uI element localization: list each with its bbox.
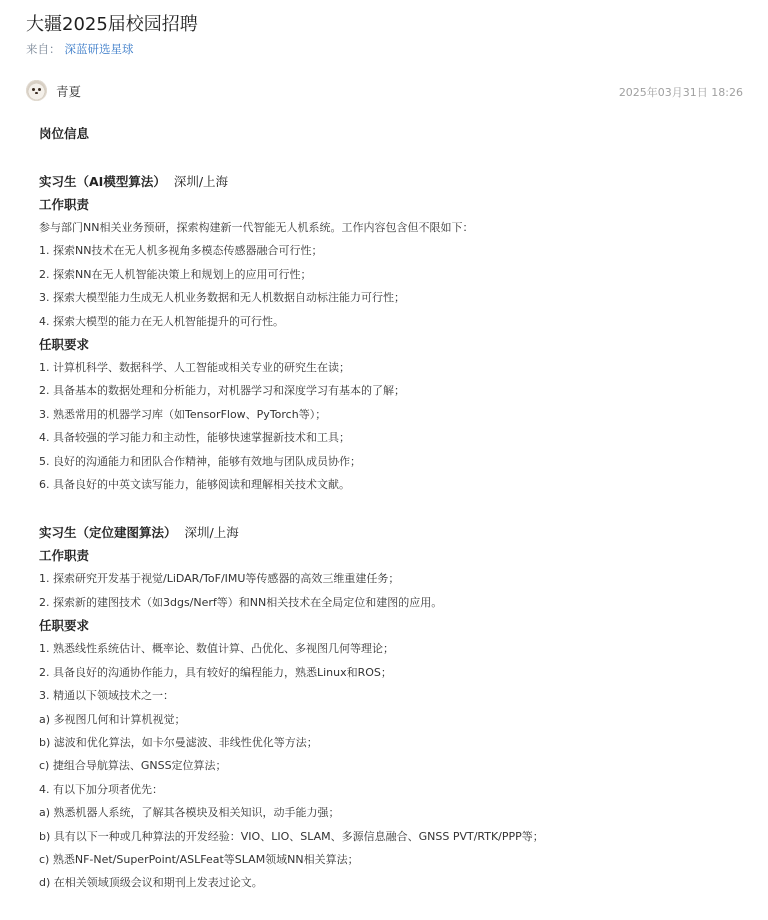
list-item: c) 熟悉NF-Net/SuperPoint/ASLFeat等SLAM领域NN相关算法；: [39, 852, 359, 866]
post-source: [26, 41, 134, 57]
duties-list: [39, 567, 739, 614]
avatar-eye-left: [32, 88, 35, 91]
list-item: 4. 探索大模型的能力在无人机智能提升的可行性。: [39, 314, 284, 328]
duties-heading: 工作职责: [39, 548, 90, 564]
list-item: 2. 探索NN在无人机智能决策上和规划上的应用可行性；: [39, 267, 312, 281]
job-name: 实习生（AI模型算法）: [39, 174, 166, 189]
job-localization-mapping: [39, 521, 739, 894]
requirements-heading: 任职要求: [39, 618, 90, 634]
list-item: a) 多视图几何和计算机视觉；: [39, 712, 186, 726]
list-item: 3. 精通以下领域技术之一：: [39, 689, 174, 703]
source-label: 来自：: [26, 42, 61, 56]
list-item: 参与部门NN相关业务预研，探索构建新一代智能无人机系统。工作内容包含但不限如下：: [39, 221, 474, 234]
list-item: 4. 具备较强的学习能力和主动性，能够快速掌握新技术和工具；: [39, 431, 350, 445]
author-name[interactable]: 青夏: [56, 84, 82, 99]
list-item: b) 滤波和优化算法，如卡尔曼滤波、非线性优化等方法；: [39, 735, 318, 749]
list-item: b) 具有以下一种或几种算法的开发经验：VIO、LIO、SLAM、多源信息融合、GNSS PVT/RTK/PPP等；: [39, 829, 544, 843]
job-name: 实习生（定位建图算法）: [39, 525, 177, 541]
post-content: [39, 122, 739, 895]
job-title: [39, 170, 739, 193]
requirements-list: [39, 637, 739, 894]
job-ai-model: [39, 170, 739, 496]
list-item: 2. 具备良好的沟通协作能力，具有较好的编程能力，熟悉Linux和ROS；: [39, 665, 392, 679]
avatar-eye-right: [38, 88, 41, 91]
list-item: 4. 有以下加分项者优先：: [39, 782, 163, 796]
list-item: c) 捷组合导航算法、GNSS定位算法；: [39, 759, 227, 773]
list-item: 2. 具备基本的数据处理和分析能力，对机器学习和深度学习有基本的了解；: [39, 384, 405, 398]
list-item: 1. 探索NN技术在无人机多视角多模态传感器融合可行性；: [39, 244, 323, 258]
duties-list: [39, 216, 739, 333]
list-item: 1. 熟悉线性系统估计、概率论、数值计算、凸优化、多视图几何等理论；: [39, 642, 394, 656]
list-item: 5. 良好的沟通能力和团队合作精神，能够有效地与团队成员协作；: [39, 454, 361, 468]
job-location: 深圳/上海: [184, 525, 239, 541]
author-avatar[interactable]: [26, 80, 47, 101]
list-item: 6. 具备良好的中英文读写能力，能够阅读和理解相关技术文献。: [39, 478, 350, 492]
list-item: 3. 探索大模型能力生成无人机业务数据和无人机数据自动标注能力可行性；: [39, 291, 405, 305]
requirements-heading: 任职要求: [39, 337, 90, 353]
list-item: 3. 熟悉常用的机器学习库（如TensorFlow、PyTorch等）；: [39, 407, 327, 421]
job-location: 深圳/上海: [173, 174, 229, 189]
job-title: [39, 521, 739, 544]
source-link[interactable]: 深蓝研选星球: [64, 42, 134, 56]
avatar-nose: [35, 92, 38, 94]
post-timestamp: 2025年03月31日 18:26: [618, 86, 743, 99]
post-title: 大疆2025届校园招聘: [26, 14, 198, 35]
duties-heading: 工作职责: [39, 197, 90, 212]
list-item: 1. 计算机科学、数据科学、人工智能或相关专业的研究生在读；: [39, 361, 350, 375]
list-item: 2. 探索新的建图技术（如3dgs/Nerf等）和NN相关技术在全局定位和建图的应用。: [39, 595, 443, 609]
section-heading: 岗位信息: [39, 126, 90, 141]
requirements-list: [39, 356, 739, 496]
list-item: d) 在相关领域顶级会议和期刊上发表过论文。: [39, 876, 263, 890]
list-item: a) 熟悉机器人系统，了解其各模块及相关知识，动手能力强；: [39, 806, 340, 820]
list-item: 1. 探索研究开发基于视觉/LiDAR/ToF/IMU等传感器的高效三维重建任务；: [39, 572, 400, 586]
